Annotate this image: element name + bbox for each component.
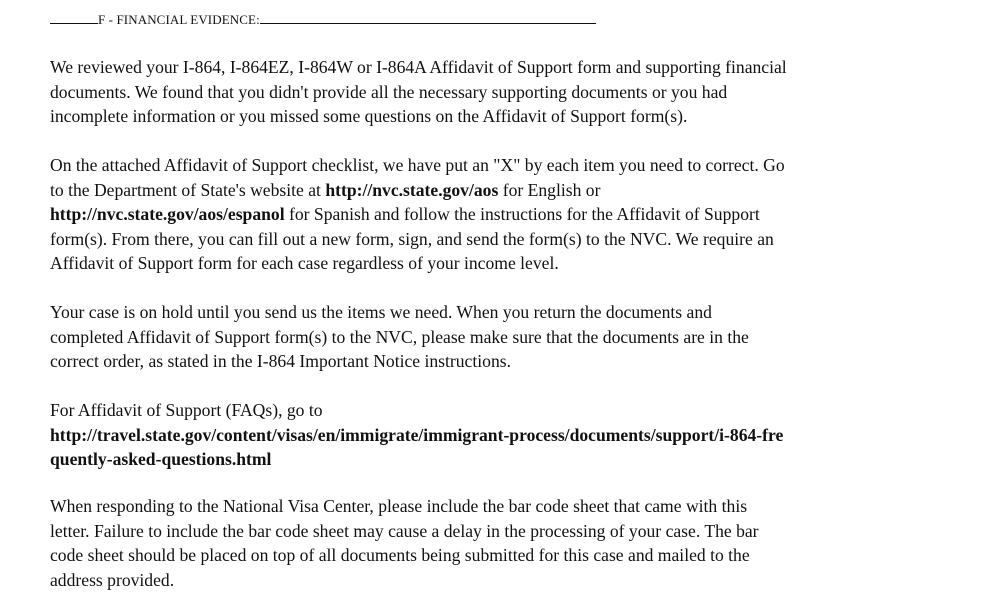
paragraph-line: incomplete information or you missed some questions on the Affidavit of Support form(s). <box>50 104 930 129</box>
faq-link[interactable]: http://travel.state.gov/content/visas/en/immigrate/immigrant-process/documents/support/i-864-fre <box>50 423 930 448</box>
faq-link-continued[interactable]: quently-asked-questions.html <box>50 447 930 472</box>
paragraph-line: code sheet should be placed on top of all documents being submitted for this case and mailed to the <box>50 543 930 568</box>
paragraph-hold <box>50 300 930 374</box>
spanish-link[interactable]: http://nvc.state.gov/aos/espanol <box>50 204 285 224</box>
paragraph-line: Your case is on hold until you send us the items we need. When you return the documents and <box>50 300 930 325</box>
notes-blank[interactable] <box>260 11 596 24</box>
paragraph-line: letter. Failure to include the bar code sheet may cause a delay in the processing of your case. The bar <box>50 519 930 544</box>
paragraph-line: completed Affidavit of Support form(s) to the NVC, please make sure that the documents are in the <box>50 325 930 350</box>
section-heading <box>50 11 596 28</box>
paragraph-line: We reviewed your I-864, I-864EZ, I-864W or I-864A Affidavit of Support form and supporting financial <box>50 55 930 80</box>
paragraph-line: correct order, as stated in the I-864 Important Notice instructions. <box>50 349 930 374</box>
paragraph-line: Affidavit of Support form for each case regardless of your income level. <box>50 251 930 276</box>
paragraph-line: For Affidavit of Support (FAQs), go to <box>50 398 930 423</box>
text-fragment: to the Department of State's website at <box>50 180 325 200</box>
section-code: F - FINANCIAL EVIDENCE: <box>98 12 260 27</box>
checkmark-blank[interactable] <box>50 11 98 24</box>
english-link[interactable]: http://nvc.state.gov/aos <box>325 180 498 200</box>
paragraph-line <box>50 202 930 227</box>
text-fragment: for Spanish and follow the instructions for the Affidavit of Support <box>285 204 760 224</box>
paragraph-faqs <box>50 398 930 472</box>
paragraph-review <box>50 55 930 129</box>
text-fragment: for English or <box>498 180 600 200</box>
paragraph-line: form(s). From there, you can fill out a new form, sign, and send the form(s) to the NVC. We require an <box>50 227 930 252</box>
paragraph-line: When responding to the National Visa Center, please include the bar code sheet that came with this <box>50 494 930 519</box>
paragraph-checklist <box>50 153 930 276</box>
paragraph-line: address provided. <box>50 568 930 592</box>
paragraph-line: documents. We found that you didn't provide all the necessary supporting documents or you had <box>50 80 930 105</box>
paragraph-barcode <box>50 494 930 592</box>
paragraph-line: On the attached Affidavit of Support checklist, we have put an "X" by each item you need to correct. Go <box>50 153 930 178</box>
paragraph-line <box>50 178 930 203</box>
